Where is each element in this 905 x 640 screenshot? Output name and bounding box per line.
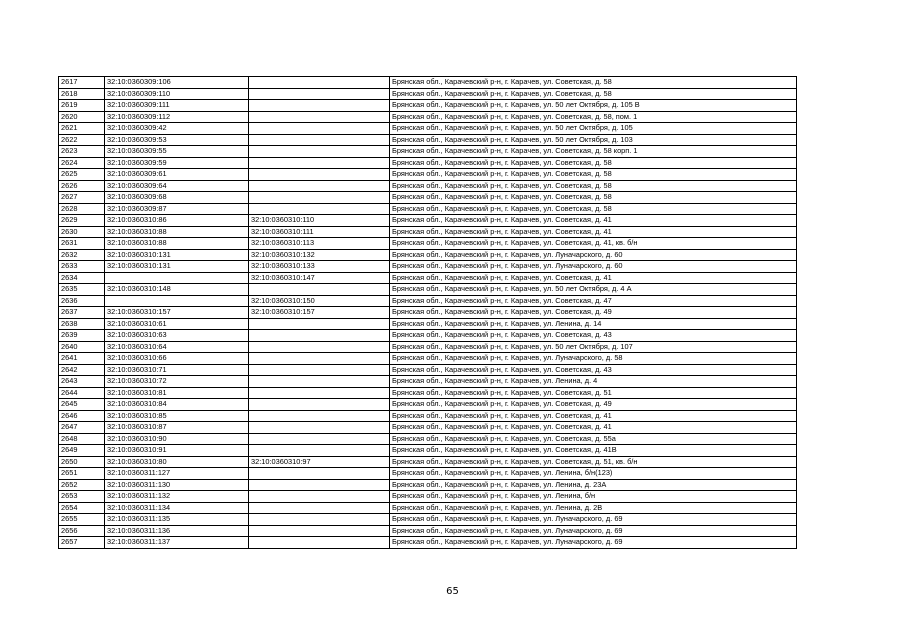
table-row [59,376,797,388]
row-number-cell: 2622 [59,134,105,146]
row-number-cell: 2618 [59,88,105,100]
cadastral-number-cell: 32:10:0360310:84 [105,399,249,411]
cadastral-number-cell: 32:10:0360310:80 [105,456,249,468]
row-number-cell: 2620 [59,111,105,123]
cadastral-number-cell: 32:10:0360309:64 [105,180,249,192]
table-row [59,111,797,123]
table-row [59,433,797,445]
cadastral-number-cell: 32:10:0360310:91 [105,445,249,457]
building-number-cell [249,284,390,296]
row-number-cell: 2635 [59,284,105,296]
address-cell: Брянская обл., Карачевский р-н, г. Карачев, ул. 50 лет Октября, д. 105 В [390,100,797,112]
table-row [59,330,797,342]
building-number-cell [249,330,390,342]
table-row [59,203,797,215]
building-number-cell [249,525,390,537]
cadastral-number-cell: 32:10:0360311:134 [105,502,249,514]
building-number-cell [249,169,390,181]
address-cell: Брянская обл., Карачевский р-н, г. Карачев, ул. Советская, д. 47 [390,295,797,307]
building-number-cell: 32:10:0360310:110 [249,215,390,227]
address-cell: Брянская обл., Карачевский р-н, г. Карачев, ул. Советская, д. 58 [390,88,797,100]
address-cell: Брянская обл., Карачевский р-н, г. Карачев, ул. Советская, д. 41 [390,410,797,422]
address-cell: Брянская обл., Карачевский р-н, г. Карачев, ул. Советская, д. 41 [390,422,797,434]
table-row [59,514,797,526]
cadastral-number-cell: 32:10:0360309:110 [105,88,249,100]
cadastral-number-cell: 32:10:0360311:130 [105,479,249,491]
building-number-cell [249,445,390,457]
building-number-cell [249,134,390,146]
table-row [59,364,797,376]
table-row [59,157,797,169]
building-number-cell [249,514,390,526]
cadastral-number-cell: 32:10:0360311:132 [105,491,249,503]
building-number-cell [249,468,390,480]
cadastral-number-cell: 32:10:0360309:55 [105,146,249,158]
building-number-cell [249,364,390,376]
address-cell: Брянская обл., Карачевский р-н, г. Карачев, ул. 50 лет Октября, д. 4 А [390,284,797,296]
cadastral-number-cell: 32:10:0360310:87 [105,422,249,434]
cadastral-number-cell: 32:10:0360309:111 [105,100,249,112]
address-cell: Брянская обл., Карачевский р-н, г. Карачев, ул. Советская, д. 58 [390,192,797,204]
cadastral-number-cell: 32:10:0360310:131 [105,249,249,261]
address-cell: Брянская обл., Карачевский р-н, г. Карачев, ул. Советская, д. 51 [390,387,797,399]
building-number-cell [249,318,390,330]
building-number-cell [249,537,390,549]
cadastral-number-cell: 32:10:0360309:106 [105,77,249,89]
cadastral-number-cell: 32:10:0360309:59 [105,157,249,169]
building-number-cell [249,433,390,445]
cadastral-number-cell: 32:10:0360309:87 [105,203,249,215]
row-number-cell: 2621 [59,123,105,135]
table-row [59,134,797,146]
table-row [59,249,797,261]
address-cell: Брянская обл., Карачевский р-н, г. Карачев, ул. Советская, д. 58 [390,203,797,215]
cadastral-number-cell: 32:10:0360309:61 [105,169,249,181]
building-number-cell [249,479,390,491]
cadastral-number-cell [105,272,249,284]
table-row [59,100,797,112]
cadastral-number-cell: 32:10:0360310:157 [105,307,249,319]
registry-table-body [59,77,797,549]
table-row [59,341,797,353]
address-cell: Брянская обл., Карачевский р-н, г. Карачев, ул. 50 лет Октября, д. 107 [390,341,797,353]
address-cell: Брянская обл., Карачевский р-н, г. Карачев, ул. Луначарского, д. 60 [390,249,797,261]
row-number-cell: 2641 [59,353,105,365]
cadastral-number-cell: 32:10:0360310:88 [105,226,249,238]
table-row [59,387,797,399]
building-number-cell: 32:10:0360310:132 [249,249,390,261]
building-number-cell [249,353,390,365]
table-row [59,169,797,181]
row-number-cell: 2648 [59,433,105,445]
row-number-cell: 2633 [59,261,105,273]
building-number-cell: 32:10:0360310:150 [249,295,390,307]
row-number-cell: 2636 [59,295,105,307]
row-number-cell: 2640 [59,341,105,353]
address-cell: Брянская обл., Карачевский р-н, г. Карачев, ул. Луначарского, д. 58 [390,353,797,365]
table-row [59,399,797,411]
address-cell: Брянская обл., Карачевский р-н, г. Карачев, ул. Советская, д. 58 корп. 1 [390,146,797,158]
row-number-cell: 2634 [59,272,105,284]
address-cell: Брянская обл., Карачевский р-н, г. Карачев, ул. Луначарского, д. 69 [390,525,797,537]
row-number-cell: 2655 [59,514,105,526]
row-number-cell: 2657 [59,537,105,549]
row-number-cell: 2652 [59,479,105,491]
building-number-cell [249,422,390,434]
cadastral-number-cell: 32:10:0360310:64 [105,341,249,353]
table-row [59,180,797,192]
building-number-cell: 32:10:0360310:113 [249,238,390,250]
row-number-cell: 2632 [59,249,105,261]
building-number-cell [249,410,390,422]
building-number-cell [249,491,390,503]
row-number-cell: 2630 [59,226,105,238]
row-number-cell: 2626 [59,180,105,192]
table-row [59,284,797,296]
building-number-cell [249,502,390,514]
table-row [59,410,797,422]
address-cell: Брянская обл., Карачевский р-н, г. Карачев, ул. Советская, д. 51, кв. б/н [390,456,797,468]
building-number-cell [249,399,390,411]
cadastral-number-cell: 32:10:0360310:61 [105,318,249,330]
table-row [59,537,797,549]
table-row [59,123,797,135]
cadastral-number-cell: 32:10:0360310:71 [105,364,249,376]
row-number-cell: 2625 [59,169,105,181]
table-row [59,353,797,365]
cadastral-registry-table [58,76,797,549]
table-row [59,77,797,89]
row-number-cell: 2650 [59,456,105,468]
address-cell: Брянская обл., Карачевский р-н, г. Карачев, ул. Советская, д. 58 [390,180,797,192]
building-number-cell [249,146,390,158]
row-number-cell: 2654 [59,502,105,514]
address-cell: Брянская обл., Карачевский р-н, г. Карачев, ул. Ленина, д. 2В [390,502,797,514]
address-cell: Брянская обл., Карачевский р-н, г. Карачев, ул. Ленина, б/н(123) [390,468,797,480]
cadastral-number-cell [105,295,249,307]
cadastral-number-cell: 32:10:0360311:136 [105,525,249,537]
address-cell: Брянская обл., Карачевский р-н, г. Карачев, ул. Луначарского, д. 69 [390,537,797,549]
table-row [59,272,797,284]
table-row [59,226,797,238]
address-cell: Брянская обл., Карачевский р-н, г. Карачев, ул. Советская, д. 41 [390,272,797,284]
address-cell: Брянская обл., Карачевский р-н, г. Карачев, ул. Советская, д. 43 [390,364,797,376]
building-number-cell [249,123,390,135]
table-row [59,295,797,307]
row-number-cell: 2617 [59,77,105,89]
building-number-cell: 32:10:0360310:97 [249,456,390,468]
row-number-cell: 2647 [59,422,105,434]
address-cell: Брянская обл., Карачевский р-н, г. Карачев, ул. Советская, д. 58 [390,169,797,181]
address-cell: Брянская обл., Карачевский р-н, г. Карачев, ул. Луначарского, д. 69 [390,514,797,526]
building-number-cell [249,100,390,112]
address-cell: Брянская обл., Карачевский р-н, г. Карачев, ул. Советская, д. 58, пом. 1 [390,111,797,123]
row-number-cell: 2642 [59,364,105,376]
row-number-cell: 2645 [59,399,105,411]
table-row [59,238,797,250]
building-number-cell [249,203,390,215]
building-number-cell [249,180,390,192]
address-cell: Брянская обл., Карачевский р-н, г. Карачев, ул. Советская, д. 49 [390,307,797,319]
table-row [59,215,797,227]
address-cell: Брянская обл., Карачевский р-н, г. Карачев, ул. Советская, д. 41 [390,226,797,238]
cadastral-number-cell: 32:10:0360310:72 [105,376,249,388]
cadastral-number-cell: 32:10:0360311:135 [105,514,249,526]
table-row [59,307,797,319]
cadastral-number-cell: 32:10:0360310:90 [105,433,249,445]
address-cell: Брянская обл., Карачевский р-н, г. Карачев, ул. 50 лет Октября, д. 103 [390,134,797,146]
address-cell: Брянская обл., Карачевский р-н, г. Карачев, ул. Ленина, д. 4 [390,376,797,388]
table-row [59,422,797,434]
row-number-cell: 2627 [59,192,105,204]
address-cell: Брянская обл., Карачевский р-н, г. Карачев, ул. Советская, д. 41, кв. б/н [390,238,797,250]
row-number-cell: 2629 [59,215,105,227]
table-row [59,502,797,514]
row-number-cell: 2624 [59,157,105,169]
row-number-cell: 2639 [59,330,105,342]
cadastral-number-cell: 32:10:0360309:68 [105,192,249,204]
cadastral-number-cell: 32:10:0360309:42 [105,123,249,135]
address-cell: Брянская обл., Карачевский р-н, г. Карачев, ул. 50 лет Октября, д. 105 [390,123,797,135]
cadastral-number-cell: 32:10:0360311:127 [105,468,249,480]
address-cell: Брянская обл., Карачевский р-н, г. Карачев, ул. Советская, д. 41 [390,215,797,227]
cadastral-number-cell: 32:10:0360310:85 [105,410,249,422]
cadastral-number-cell: 32:10:0360311:137 [105,537,249,549]
row-number-cell: 2619 [59,100,105,112]
cadastral-number-cell: 32:10:0360310:148 [105,284,249,296]
building-number-cell [249,387,390,399]
building-number-cell [249,88,390,100]
building-number-cell [249,157,390,169]
address-cell: Брянская обл., Карачевский р-н, г. Карачев, ул. Советская, д. 55а [390,433,797,445]
row-number-cell: 2644 [59,387,105,399]
cadastral-number-cell: 32:10:0360310:86 [105,215,249,227]
address-cell: Брянская обл., Карачевский р-н, г. Карачев, ул. Советская, д. 58 [390,77,797,89]
table-row [59,445,797,457]
table-row [59,491,797,503]
row-number-cell: 2628 [59,203,105,215]
row-number-cell: 2646 [59,410,105,422]
table-row [59,88,797,100]
table-row [59,146,797,158]
building-number-cell [249,376,390,388]
address-cell: Брянская обл., Карачевский р-н, г. Карачев, ул. Ленина, б/н [390,491,797,503]
cadastral-number-cell: 32:10:0360309:53 [105,134,249,146]
row-number-cell: 2638 [59,318,105,330]
cadastral-number-cell: 32:10:0360309:112 [105,111,249,123]
building-number-cell: 32:10:0360310:133 [249,261,390,273]
table-row [59,456,797,468]
address-cell: Брянская обл., Карачевский р-н, г. Карачев, ул. Советская, д. 58 [390,157,797,169]
address-cell: Брянская обл., Карачевский р-н, г. Карачев, ул. Ленина, д. 14 [390,318,797,330]
building-number-cell [249,192,390,204]
table-row [59,192,797,204]
address-cell: Брянская обл., Карачевский р-н, г. Карачев, ул. Советская, д. 43 [390,330,797,342]
row-number-cell: 2651 [59,468,105,480]
building-number-cell [249,111,390,123]
cadastral-number-cell: 32:10:0360310:88 [105,238,249,250]
table-row [59,318,797,330]
row-number-cell: 2623 [59,146,105,158]
cadastral-number-cell: 32:10:0360310:81 [105,387,249,399]
building-number-cell [249,341,390,353]
cadastral-number-cell: 32:10:0360310:63 [105,330,249,342]
cadastral-number-cell: 32:10:0360310:131 [105,261,249,273]
address-cell: Брянская обл., Карачевский р-н, г. Карачев, ул. Ленина, д. 23А [390,479,797,491]
table-row [59,468,797,480]
table-row [59,479,797,491]
building-number-cell [249,77,390,89]
row-number-cell: 2649 [59,445,105,457]
row-number-cell: 2643 [59,376,105,388]
table-row [59,261,797,273]
building-number-cell: 32:10:0360310:111 [249,226,390,238]
address-cell: Брянская обл., Карачевский р-н, г. Карачев, ул. Луначарского, д. 60 [390,261,797,273]
cadastral-number-cell: 32:10:0360310:66 [105,353,249,365]
row-number-cell: 2637 [59,307,105,319]
row-number-cell: 2653 [59,491,105,503]
address-cell: Брянская обл., Карачевский р-н, г. Карачев, ул. Советская, д. 41В [390,445,797,457]
row-number-cell: 2656 [59,525,105,537]
page-number: 65 [446,586,459,597]
row-number-cell: 2631 [59,238,105,250]
building-number-cell: 32:10:0360310:147 [249,272,390,284]
building-number-cell: 32:10:0360310:157 [249,307,390,319]
address-cell: Брянская обл., Карачевский р-н, г. Карачев, ул. Советская, д. 49 [390,399,797,411]
table-row [59,525,797,537]
